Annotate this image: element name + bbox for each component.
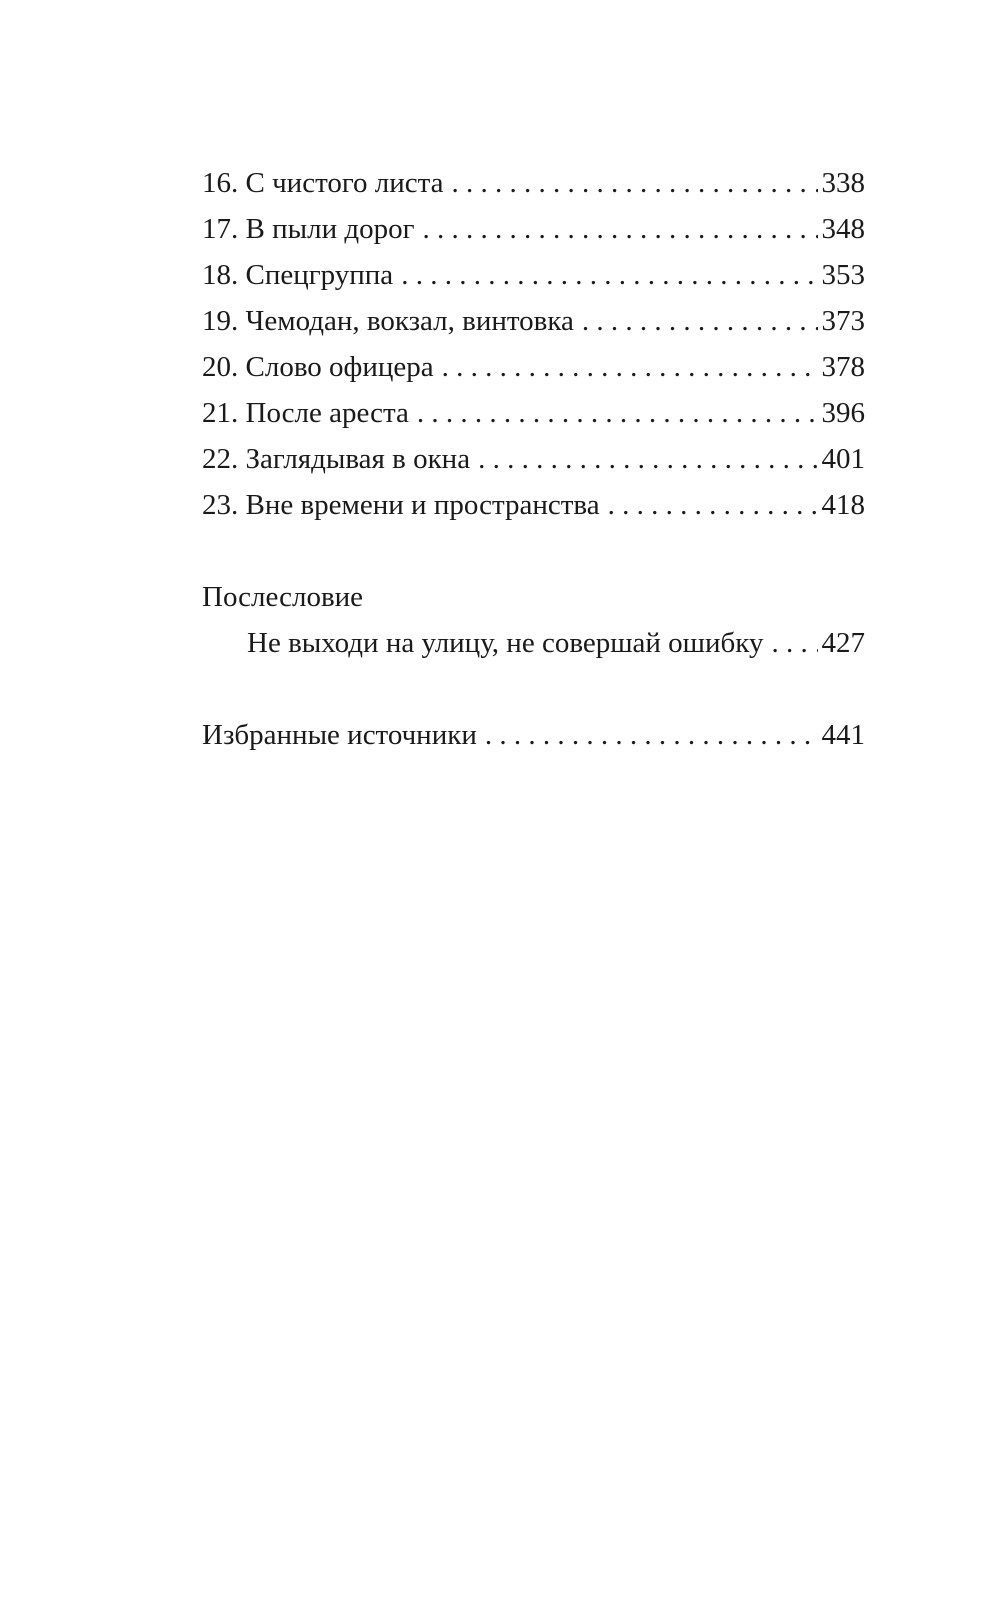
dot-leader [401, 252, 817, 298]
toc-entry-chapter-23[interactable] [202, 482, 865, 528]
dot-leader [771, 620, 817, 666]
toc-entry-chapter-19[interactable] [202, 298, 865, 344]
toc-entry-sources[interactable] [202, 712, 865, 758]
section-spacer [202, 528, 865, 574]
toc-entry-title: 21. После ареста [202, 397, 409, 429]
toc-entry-page: 338 [821, 167, 865, 199]
toc-entry-page: 378 [821, 351, 865, 383]
toc-entry-title: 18. Спецгруппа [202, 259, 394, 291]
toc-entry-title: Избранные источники [202, 719, 477, 751]
toc-entry-title: 16. С чистого листа [202, 167, 444, 199]
afterword-heading [202, 574, 865, 620]
toc-entry-title: 23. Вне времени и пространства [202, 489, 600, 521]
toc-entry-title: 17. В пыли дорог [202, 213, 415, 245]
dot-leader [423, 206, 818, 252]
toc-entry-chapter-16[interactable] [202, 160, 865, 206]
toc-entry-page: 401 [821, 443, 865, 475]
dot-leader [485, 712, 818, 758]
toc-entry-title: 22. Заглядывая в окна [202, 443, 471, 475]
dot-leader [452, 160, 818, 206]
dot-leader [582, 298, 818, 344]
toc-entry-chapter-20[interactable] [202, 344, 865, 390]
toc-entry-chapter-22[interactable] [202, 436, 865, 482]
dot-leader [417, 390, 818, 436]
section-spacer [202, 666, 865, 712]
toc-entry-page: 441 [821, 719, 865, 751]
dot-leader [442, 344, 818, 390]
toc-entry-title: 20. Слово офицера [202, 351, 434, 383]
toc-entry-chapter-18[interactable] [202, 252, 865, 298]
toc-entry-page: 348 [821, 213, 865, 245]
dot-leader [478, 436, 817, 482]
afterword-heading-text: Послесловие [202, 581, 364, 613]
toc-entry-page: 373 [821, 305, 865, 337]
toc-entry-title: Не выходи на улицу, не совершай ошибку [247, 627, 764, 659]
toc-entry-page: 427 [821, 627, 865, 659]
toc-entry-page: 418 [821, 489, 865, 521]
toc-entry-chapter-21[interactable] [202, 390, 865, 436]
toc-entry-page: 353 [821, 259, 865, 291]
toc-entry-title: 19. Чемодан, вокзал, винтовка [202, 305, 574, 337]
dot-leader [608, 482, 818, 528]
table-of-contents [202, 160, 865, 758]
toc-entry-chapter-17[interactable] [202, 206, 865, 252]
toc-entry-afterword[interactable] [202, 620, 865, 666]
toc-entry-page: 396 [821, 397, 865, 429]
